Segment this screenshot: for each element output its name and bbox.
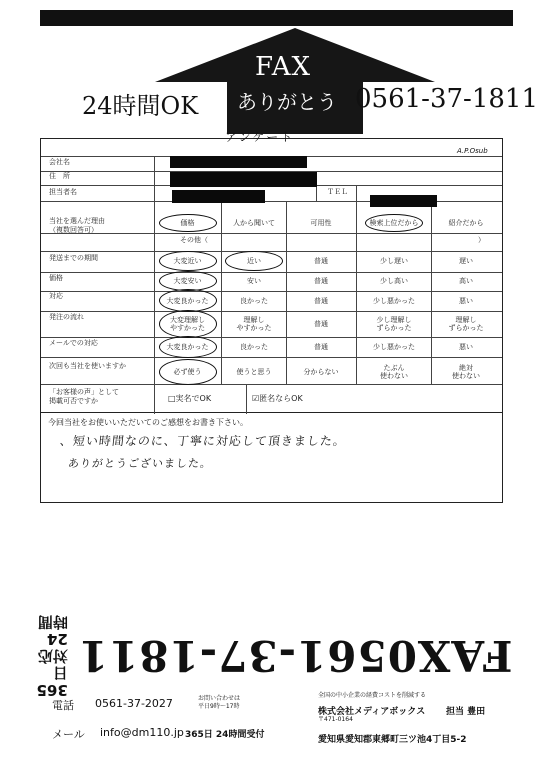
question-option[interactable]: 必ず使う	[173, 368, 202, 376]
handdrawn-circle-mark	[159, 271, 217, 291]
question-option[interactable]: 悪い	[459, 296, 473, 305]
footer-tagline: 全国の中小企業の経費コストを削減する	[318, 692, 427, 699]
banner-fax-number: FAX0561-37-1811	[77, 631, 513, 681]
question-label: 次回も当社を使いますか	[49, 362, 126, 370]
question-option[interactable]: 少し遅い	[380, 257, 408, 265]
question-option[interactable]: 近い	[247, 257, 261, 265]
hours-ok-text: 24時間OK	[82, 92, 199, 120]
handwritten-comment-line2: ありがとうございました。	[67, 457, 213, 470]
question-label: メールでの対応	[49, 339, 98, 347]
address-label: 住 所	[49, 172, 70, 180]
handdrawn-circle-mark	[159, 251, 217, 271]
question-option[interactable]: 人から聞いて	[233, 219, 275, 227]
tel-footer-note: お問い合わせは 平日9時〜17時	[198, 695, 241, 710]
redacted-address	[170, 172, 317, 187]
question-option[interactable]: 大変良かった	[166, 343, 209, 351]
fax-title: FAX	[254, 52, 312, 82]
handdrawn-circle-mark	[159, 289, 217, 312]
question-option[interactable]: たぶん 使わない	[380, 364, 408, 380]
question-option[interactable]: 検索上位だから	[369, 219, 419, 227]
question-label: 発送までの期間	[49, 254, 98, 262]
tel-label: ＴＥＬ	[327, 188, 348, 196]
handdrawn-circle-mark	[225, 251, 283, 271]
other-close-paren: ）	[478, 236, 485, 244]
voice-option-anonymous: ☑匿名ならOK	[252, 394, 303, 403]
question-label: 対応	[49, 292, 63, 300]
question-option[interactable]: 使うと思う	[236, 368, 272, 376]
redacted-tel	[370, 195, 437, 207]
question-label: 当社を選んだ理由 （複数回答可）	[49, 217, 105, 234]
banner-24h: 24時間	[37, 613, 68, 649]
question-option[interactable]: 普通	[314, 257, 328, 265]
question-option[interactable]: 大変良かった	[166, 296, 209, 305]
handdrawn-circle-mark	[159, 310, 217, 338]
redacted-contact	[172, 190, 265, 203]
handdrawn-circle-mark	[159, 336, 217, 358]
question-option[interactable]: 良かった	[240, 343, 268, 351]
footer-company: 株式会社メディアボックス	[318, 707, 426, 717]
voice-option-real-name: □実名でOK	[168, 394, 212, 403]
question-option[interactable]: 大変理解し やすかった	[170, 316, 205, 332]
handwritten-comment-line1: 、短い時間なのに、丁寧に対応して頂きました。	[59, 434, 347, 448]
question-option[interactable]: 少し悪かった	[373, 343, 415, 351]
question-option[interactable]: 大変近い	[173, 257, 202, 265]
question-option[interactable]: 可用性	[310, 219, 332, 227]
top-black-bar	[40, 10, 513, 26]
question-option[interactable]: 理解し やすかった	[236, 316, 272, 332]
thank-you-text: ありがとう	[237, 90, 337, 114]
question-option[interactable]: 普通	[314, 277, 328, 285]
handdrawn-circle-mark	[365, 214, 423, 232]
redacted-company	[170, 156, 307, 168]
question-option[interactable]: 普通	[314, 343, 328, 351]
handdrawn-circle-mark	[159, 359, 217, 385]
question-option[interactable]: 普通	[314, 296, 328, 305]
comment-prompt: 今回当社をお使いいただいてのご感想をお書き下さい。	[48, 418, 248, 427]
company-label: 会社名	[49, 158, 70, 166]
tel-footer-label: 電話	[52, 699, 74, 712]
footer-address: 愛知県愛知郡東郷町三ツ池4丁目5-2	[318, 735, 467, 745]
question-label: 価格	[49, 274, 63, 282]
question-option[interactable]: 理解し ずらかった	[448, 316, 484, 332]
contact-label: 担当者名	[49, 188, 77, 196]
handdrawn-circle-mark	[159, 214, 217, 232]
question-option[interactable]: 少し高い	[380, 277, 408, 285]
question-option[interactable]: 安い	[247, 277, 261, 285]
footer-postal: 〒471-0164	[318, 716, 353, 723]
question-option[interactable]: 絶対 使わない	[452, 364, 480, 380]
question-option[interactable]: 分からない	[303, 368, 339, 376]
question-option[interactable]: 少し理解し ずらかった	[376, 316, 412, 332]
question-label: 発注の流れ	[49, 313, 84, 321]
survey-brand-mark: A.P.Osub	[457, 147, 488, 155]
voice-label: 「お客様の声」として 掲載可否ですか	[49, 388, 119, 405]
mail-footer-note: 365日 24時間受付	[185, 730, 265, 740]
question-option[interactable]: 高い	[459, 277, 473, 285]
mail-footer-label: メール	[52, 728, 85, 741]
question-option[interactable]: 普通	[314, 320, 328, 328]
question-option[interactable]: 価格	[180, 219, 195, 227]
question-option[interactable]: 大変安い	[173, 277, 202, 285]
question-option[interactable]: 紹介だから	[448, 219, 484, 227]
mail-footer-address[interactable]: info@dm110.jp	[100, 726, 184, 739]
question-option[interactable]: 少し悪かった	[373, 296, 415, 305]
question-option[interactable]: 遅い	[459, 257, 473, 265]
survey-title: アンケート	[225, 130, 295, 144]
tel-footer-number: 0561-37-2027	[95, 697, 173, 710]
question-option[interactable]: 悪い	[459, 343, 473, 351]
fax-number: 0561-37-1811	[355, 84, 538, 114]
footer-person: 担当 豊田	[446, 707, 486, 717]
question-option[interactable]: 良かった	[240, 296, 268, 305]
banner-365: 365日 対応	[36, 647, 68, 700]
other-label: その他（	[180, 236, 208, 244]
